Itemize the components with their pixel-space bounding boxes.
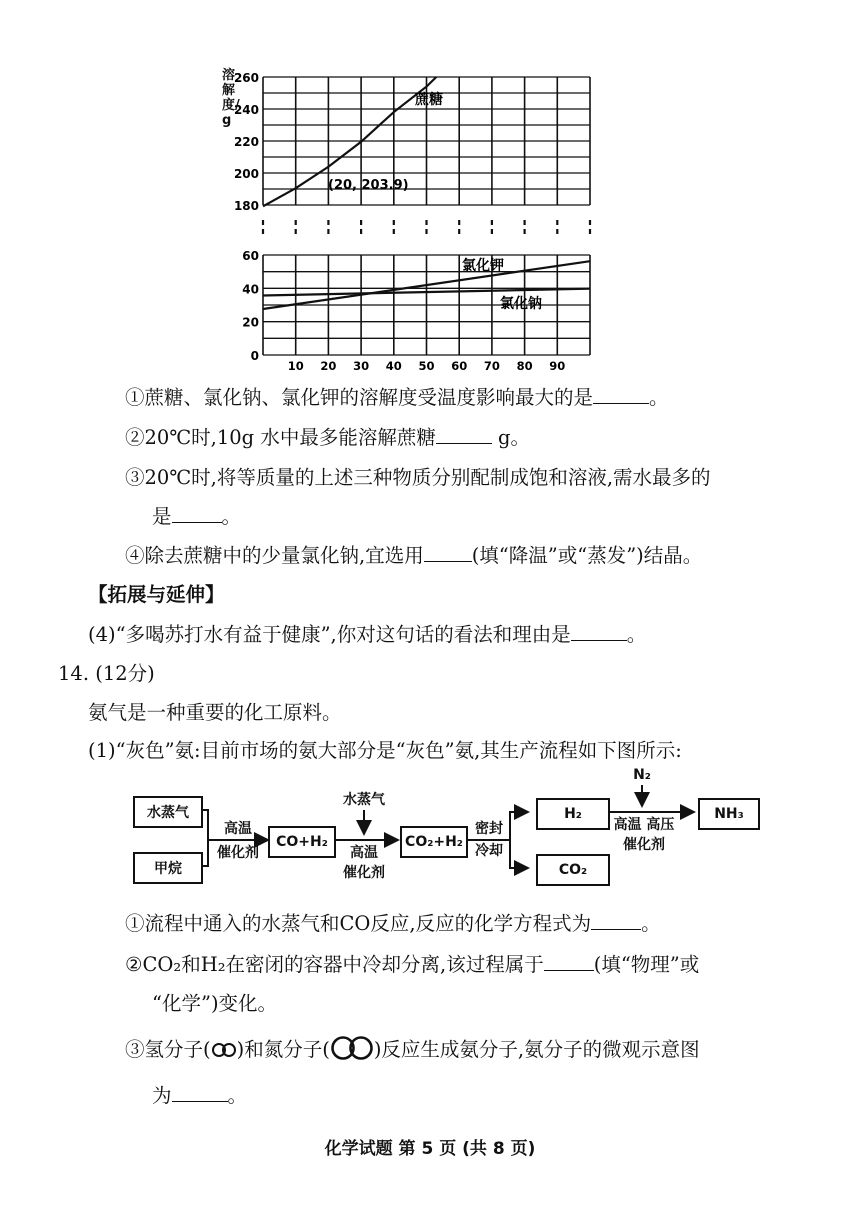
q14-item-3: ③氢分子( )和氮分子( )反应生成氨分子,氨分子的微观示意图 (125, 1035, 700, 1064)
q14-item-1: ①流程中通入的水蒸气和CO反应,反应的化学方程式为 。 (125, 912, 661, 935)
y-tick-label: 20 (242, 315, 259, 330)
answer-blank[interactable] (571, 622, 627, 641)
n2-input: N₂ (633, 767, 651, 783)
arrow4-condition-2: 催化剂 (623, 837, 665, 853)
axis-break-marks (263, 220, 590, 238)
x-tick-label: 50 (418, 359, 435, 373)
answer-blank[interactable] (591, 911, 641, 930)
q13-item-4: ④除去蔗糖中的少量氯化钠,宜选用 (填“降温”或“蒸发”)结晶。 (125, 544, 703, 567)
nitrogen-molecule-icon (330, 1035, 374, 1061)
kcl-label: 氯化钾 (462, 258, 504, 274)
co-h2-box: CO+H₂ (268, 826, 336, 858)
answer-blank[interactable] (544, 952, 594, 971)
q13-item-3: ③20℃时,将等质量的上述三种物质分别配制成饱和溶液,需水最多的 (125, 466, 711, 489)
q4: (4)“多喝苏打水有益于健康”,你对这句话的看法和理由是 。 (88, 623, 647, 646)
steam-box: 水蒸气 (133, 796, 203, 828)
nacl-label: 氯化钠 (500, 296, 542, 312)
x-tick-label: 20 (320, 359, 337, 373)
x-tick-label: 60 (451, 359, 468, 373)
methane-box: 甲烷 (133, 852, 203, 884)
co2-h2-box: CO₂+H₂ (400, 826, 468, 858)
q14-item-2: ②CO₂和H₂在密闭的容器中冷却分离,该过程属于 (填“物理”或 (125, 953, 700, 976)
y-tick-label: 0 (250, 349, 259, 363)
split-condition-bottom: 冷却 (475, 843, 503, 859)
split-condition-top: 密封 (475, 821, 503, 837)
answer-blank[interactable] (436, 425, 492, 444)
x-tick-label: 10 (287, 359, 304, 373)
section-heading: 【拓展与延伸】 (88, 583, 225, 606)
h2-box: H₂ (536, 798, 610, 830)
arrow2-condition-2: 催化剂 (343, 865, 385, 881)
answer-blank[interactable] (593, 385, 649, 404)
x-tick-label: 80 (516, 359, 533, 373)
y-tick-label: 200 (233, 167, 259, 181)
hydrogen-molecule-icon (211, 1040, 237, 1058)
solubility-chart (200, 62, 620, 382)
x-tick-labels (288, 359, 566, 373)
y-tick-label: 60 (242, 249, 259, 263)
arrow1-condition-bottom: 催化剂 (217, 845, 259, 861)
y-tick-label: 180 (233, 199, 259, 213)
x-tick-label: 70 (483, 359, 500, 373)
co2-box: CO₂ (536, 854, 610, 886)
x-tick-label: 90 (549, 359, 566, 373)
arrow2-condition-1: 高温 (350, 845, 378, 861)
answer-blank[interactable] (424, 543, 472, 562)
q13-item-3-cont: 是 。 (152, 505, 242, 528)
q14-part1: (1)“灰色”氨:目前市场的氨大部分是“灰色”氨,其生产流程如下图所示: (88, 739, 682, 762)
q14-item-2-cont: “化学”)变化。 (152, 992, 278, 1015)
answer-blank[interactable] (172, 1083, 228, 1102)
arrow2-steam-input: 水蒸气 (343, 792, 385, 808)
q14-item-3-cont: 为 。 (152, 1084, 248, 1107)
sucrose-label: 蔗糖 (415, 92, 443, 108)
y-lower-tick-labels (242, 249, 259, 363)
q13-item-1: ①蔗糖、氯化钠、氯化钾的溶解度受温度影响最大的是 。 (125, 386, 669, 409)
q13-item-2: ②20℃时,10g 水中最多能溶解蔗糖 g。 (125, 426, 531, 449)
answer-blank[interactable] (172, 504, 222, 523)
y-axis-label: 溶解度/g (222, 68, 240, 128)
q14-header: 14. (12分) (58, 662, 155, 685)
y-tick-label: 220 (233, 135, 259, 149)
y-tick-label: 240 (233, 103, 259, 117)
y-tick-label: 260 (233, 71, 259, 85)
page-footer: 化学试题 第 5 页 (共 8 页) (324, 1139, 536, 1159)
x-tick-label: 40 (385, 359, 402, 373)
y-tick-label: 40 (242, 282, 259, 297)
point-annotation: (20, 203.9) (328, 178, 409, 193)
nh3-box: NH₃ (698, 798, 760, 830)
q14-intro: 氨气是一种重要的化工原料。 (88, 701, 342, 724)
arrow1-condition-top: 高温 (224, 821, 252, 837)
x-tick-label: 30 (353, 359, 370, 373)
arrow4-condition-1: 高温 高压 (613, 817, 675, 833)
